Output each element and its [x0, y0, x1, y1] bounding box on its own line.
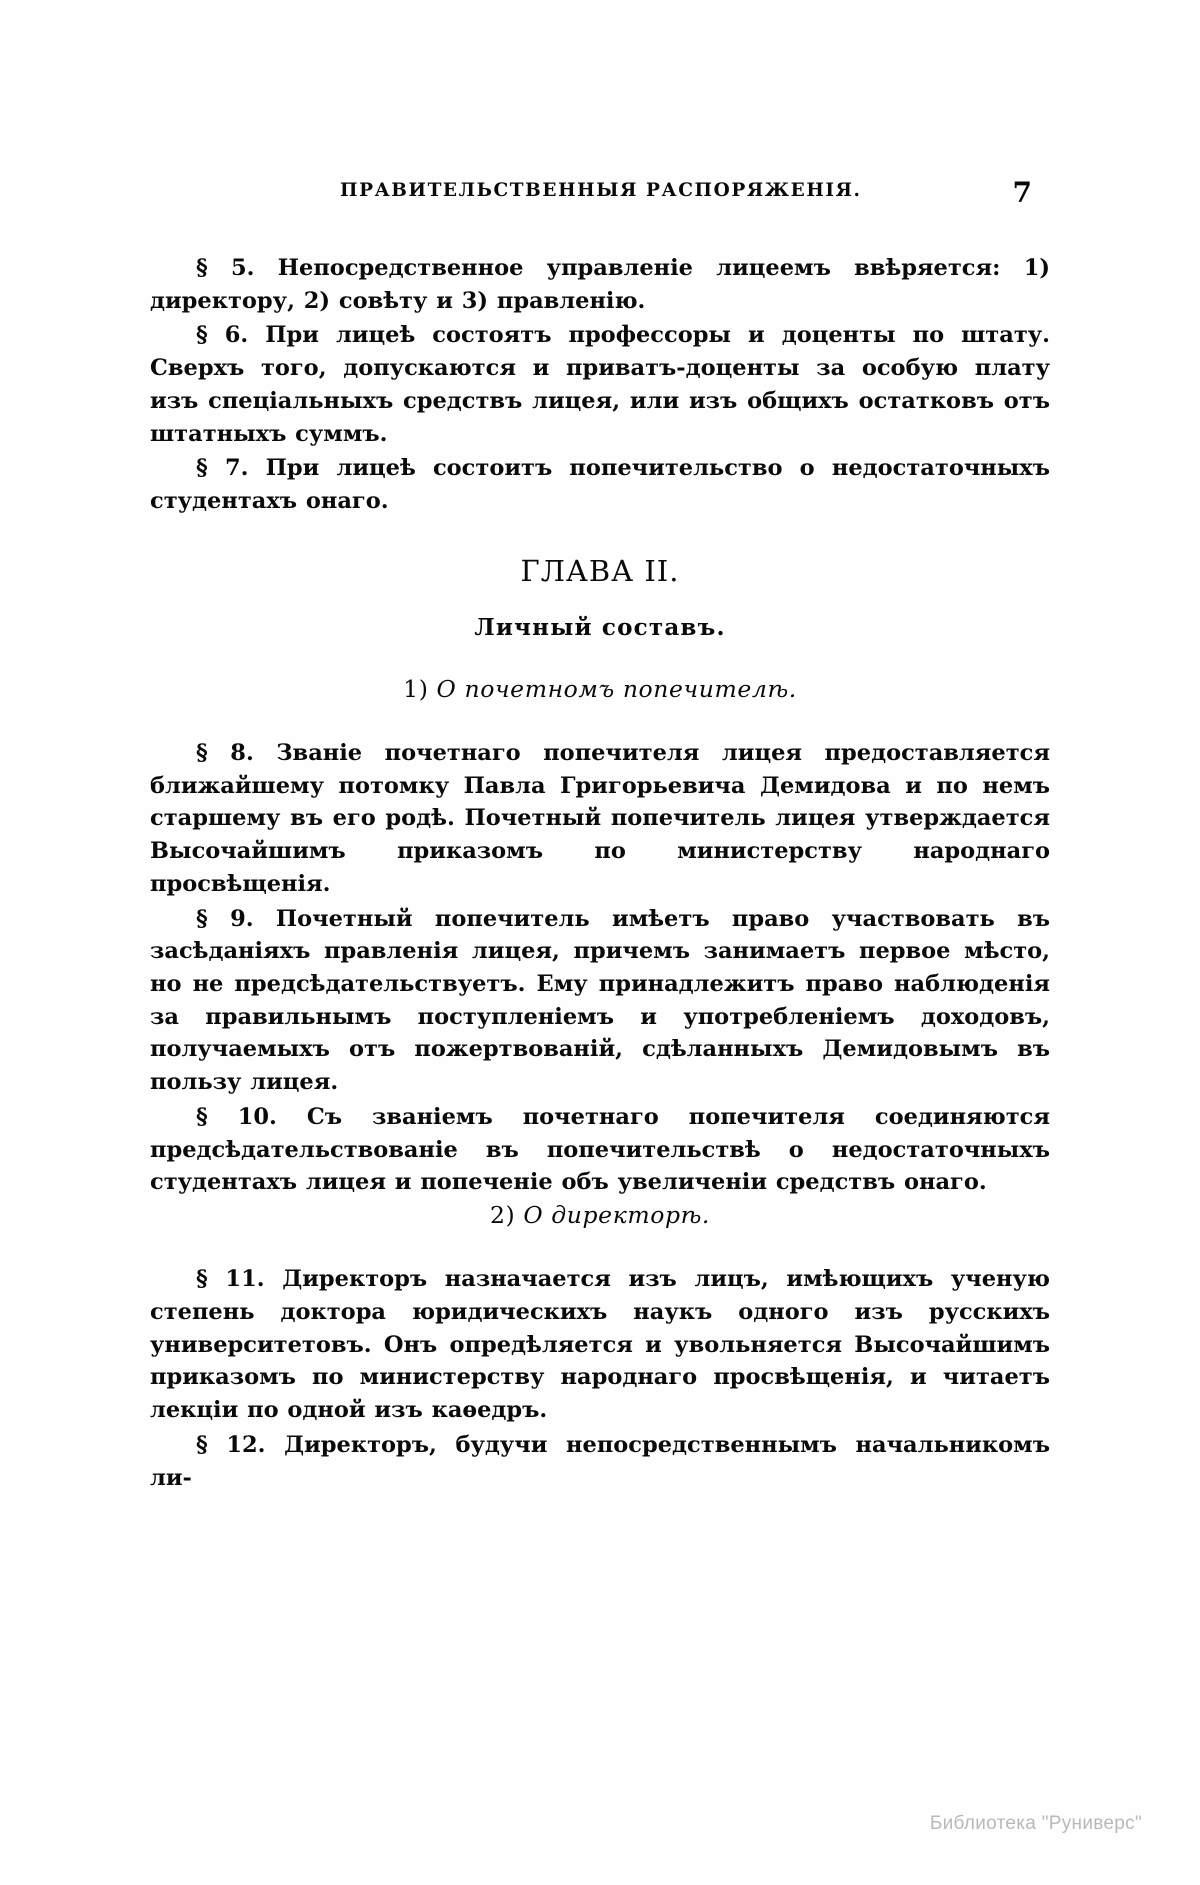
library-watermark: Библиотека "Руниверс" — [929, 1813, 1142, 1834]
subhead-honorary-trustee — [150, 675, 1050, 703]
page-number: 7 — [1012, 176, 1032, 209]
running-head — [150, 176, 1050, 220]
subhead-text-2: О директорѣ. — [523, 1201, 711, 1230]
subhead-director — [150, 1201, 1050, 1229]
paragraph-8: § 8. Званіе почетнаго попечителя лицея предоставляется ближайшему потомку Павла Григорьевича Демидова и по немъ старшему въ его родѣ. Почетный попечитель лицея утверждается Высочайшимъ приказомъ по министерству народнаго просвѣщенія. — [150, 739, 1050, 897]
paragraph-11: § 11. Директоръ назначается изъ лицъ, имѣющихъ ученую степень доктора юридическихъ наукъ одного изъ русскихъ университетовъ. Онъ опредѣляется и увольняется Высочайшимъ приказомъ по министерству народнаго просвѣщенія, и читаетъ лекціи по одной изъ каѳедръ. — [150, 1266, 1050, 1424]
paragraph-6: § 6. При лицеѣ состоятъ профессоры и доценты по штату. Сверхъ того, допускаются и приватъ-доценты за особую плату изъ спеціальныхъ средствъ лицея, или изъ общихъ остатковъ отъ штатныхъ суммъ. — [150, 322, 1050, 447]
page-content — [150, 176, 1050, 1496]
subhead-number-2: 2) — [489, 1201, 516, 1230]
section-title: Личный составъ. — [474, 613, 726, 641]
paragraph-12: § 12. Директоръ, будучи непосредственнымъ начальникомъ ли- — [150, 1431, 1050, 1491]
paragraph-5: § 5. Непосредственное управленіе лицеемъ ввѣряется: 1) директору, 2) совѣту и 3) правленію. — [150, 255, 1050, 314]
paragraph-9: § 9. Почетный попечитель имѣетъ право участвовать въ засѣданіяхъ правленія лицея, причемъ занимаетъ первое мѣсто, но не предсѣдательствуетъ. Ему принадлежитъ право наблюденія за правильнымъ поступленіемъ и употребленіемъ доходовъ, получаемыхъ отъ пожертвованій, сдѣланныхъ Демидовымъ въ пользу лицея. — [150, 905, 1050, 1096]
paragraph-10: § 10. Съ званіемъ почетнаго попечителя соединяются предсѣдательствованіе въ попечительствѣ о недостаточныхъ студентахъ лицея и попеченіе объ увеличеніи средствъ онаго. — [150, 1103, 1050, 1196]
subhead-text-1: О почетномъ попечителѣ. — [436, 674, 797, 703]
chapter-heading: ГЛАВА II. — [520, 553, 680, 588]
paragraph-7: § 7. При лицеѣ состоитъ попечительство о недостаточныхъ студентахъ онаго. — [150, 455, 1050, 515]
subhead-number-1: 1) — [403, 674, 429, 703]
running-title: ПРАВИТЕЛЬСТВЕННЫЯ РАСПОРЯЖЕНІЯ. — [340, 180, 862, 201]
